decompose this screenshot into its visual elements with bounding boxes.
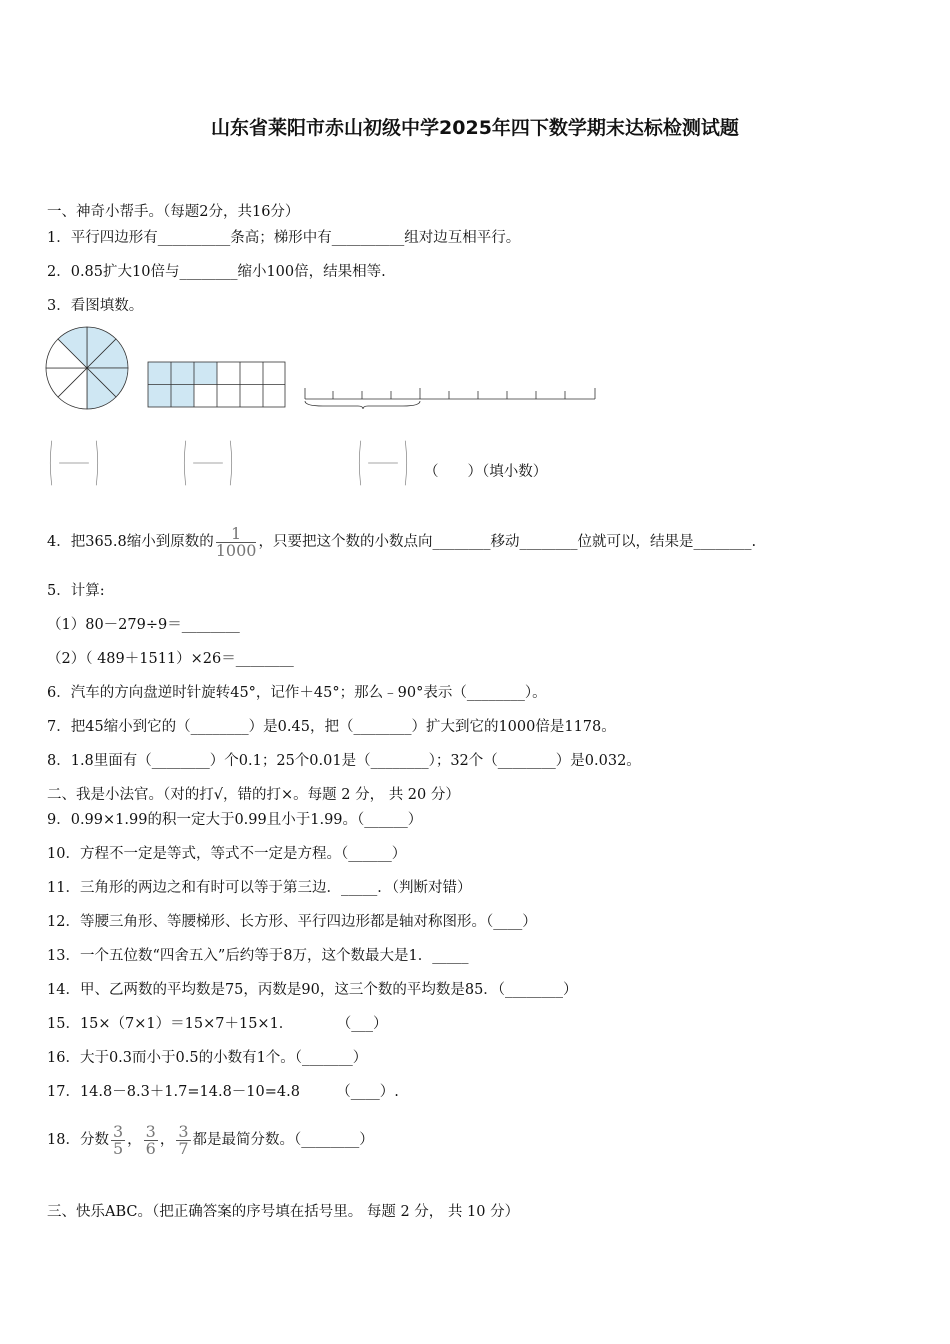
- circle-figure: [44, 325, 130, 411]
- question-17: 17．14.8－8.3＋1.7=14.8－10=4.8 （____）.: [47, 1084, 399, 1100]
- question-5-2: （2）（ 489＋1511）×26＝________: [47, 651, 294, 667]
- grid-figure: [147, 361, 287, 409]
- question-12: 12．等腰三角形、等腰梯形、长方形、平行四边形都是轴对称图形。（____）: [47, 914, 537, 930]
- question-16: 16．大于0.3而小于0.5的小数有1个。（_______）: [47, 1050, 368, 1066]
- question-1: 1．平行四边形有__________条高；梯形中有__________组对边互相平行。: [47, 230, 521, 246]
- fraction-answer-box-1[interactable]: [48, 438, 100, 488]
- question-14: 14．甲、乙两数的平均数是75，丙数是90，这三个数的平均数是85．（________）: [47, 982, 578, 998]
- question-2: 2．0.85扩大10倍与________缩小100倍，结果相等.: [47, 264, 386, 280]
- question-10: 10．方程不一定是等式，等式不一定是方程。（______）: [47, 846, 407, 862]
- fraction-numerator: 1: [216, 526, 257, 543]
- question-18-fraction-2: [144, 1121, 158, 1158]
- question-6: 6．汽车的方向盘逆时针旋转45°，记作＋45°；那么﹣90°表示（________）。: [47, 685, 547, 701]
- fraction-numerator: 3: [178, 1121, 189, 1141]
- fraction-separator: ，: [159, 1132, 175, 1148]
- section1-heading: 一、神奇小帮手。（每题2分，共16分）: [47, 204, 300, 220]
- fraction-numerator: 3: [145, 1121, 156, 1141]
- question-18-fraction-3: [176, 1121, 190, 1158]
- fraction-answer-box-3[interactable]: [357, 438, 409, 488]
- fraction-denominator: 5: [112, 1138, 124, 1158]
- question-4-suffix: ，只要把这个数的小数点向________移动________位就可以，结果是________.: [258, 534, 757, 550]
- question-9: 9．0.99×1.99的积一定大于0.99且小于1.99。（______）: [47, 812, 423, 828]
- fraction-denominator: 1000: [215, 540, 257, 560]
- page-title: 山东省莱阳市赤山初级中学2025年四下数学期末达标检测试题: [211, 117, 739, 139]
- question-13: 13．一个五位数“四舍五入”后约等于8万，这个数最大是1．_____: [47, 948, 469, 964]
- fraction-denominator: 7: [178, 1138, 189, 1158]
- number-line-figure: [303, 383, 599, 411]
- question-8: 8．1.8里面有（________）个0.1；25个0.01是（________）；32个（________）是0.032。: [47, 753, 641, 769]
- question-18-fraction-1: [111, 1121, 125, 1158]
- question-18-prefix: 18．分数: [47, 1132, 109, 1148]
- question-18: [47, 1118, 374, 1162]
- fraction-denominator: 6: [145, 1138, 156, 1158]
- section2-heading: 二、我是小法官。（对的打√，错的打×。每题 2 分， 共 20 分）: [47, 787, 460, 803]
- fraction-answer-box-2[interactable]: [182, 438, 234, 488]
- question-15: 15．15×（7×1）＝15×7＋15×1． （___）: [47, 1016, 388, 1032]
- question-5: 5．计算:: [47, 583, 105, 599]
- question-7: 7．把45缩小到它的（________）是0.45，把（________）扩大到它的1000倍是1178。: [47, 719, 616, 735]
- question-4: [47, 520, 756, 564]
- fraction-separator: ，: [127, 1132, 142, 1148]
- question-4-fraction: [215, 523, 257, 560]
- question-18-suffix: 都是最简分数。（________）: [192, 1132, 374, 1148]
- fraction-numerator: 3: [112, 1121, 124, 1141]
- decimal-answer-label: （ ）（填小数）: [424, 464, 548, 480]
- section3-heading: 三、快乐ABC。（把正确答案的序号填在括号里。 每题 2 分， 共 10 分）: [47, 1204, 520, 1220]
- question-11: 11．三角形的两边之和有时可以等于第三边．_____．（判断对错）: [47, 880, 472, 896]
- question-3: 3．看图填数。: [47, 298, 144, 314]
- question-4-prefix: 4．把365.8缩小到原数的: [47, 534, 214, 550]
- question-5-1: （1）80－279÷9＝________: [47, 617, 240, 633]
